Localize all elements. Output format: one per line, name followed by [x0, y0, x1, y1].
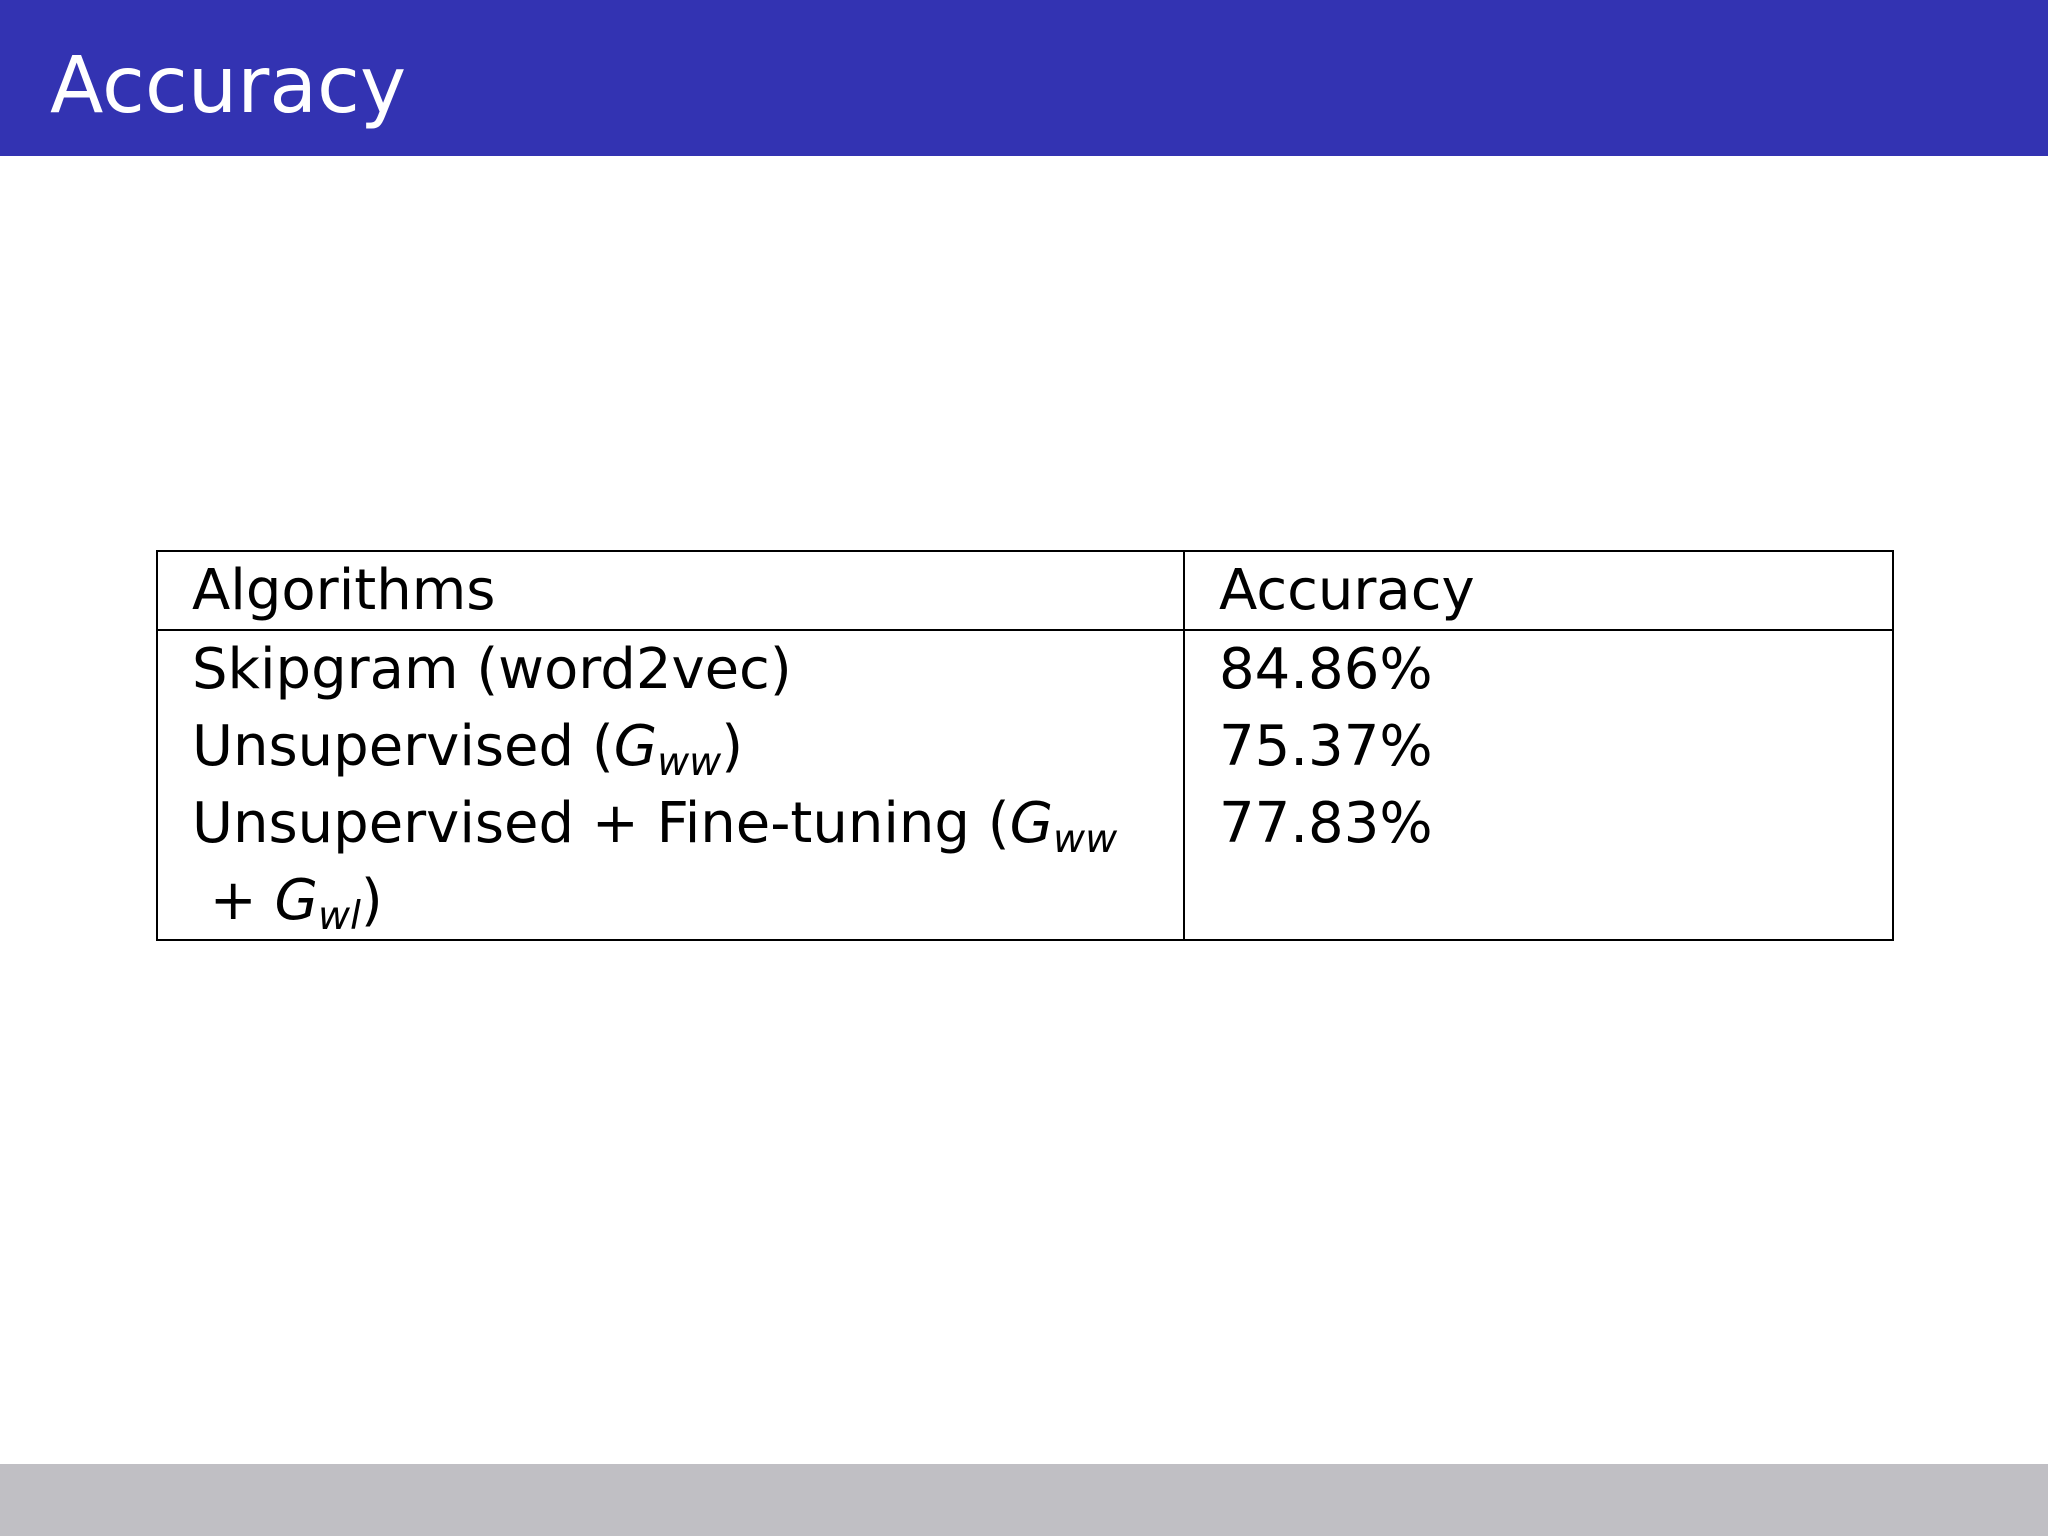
results-table [156, 550, 1894, 941]
algorithm-text: Unsupervised + Fine-tuning ( [192, 791, 1010, 856]
algorithm-text: Unsupervised ( [192, 714, 614, 779]
math-variable: G [613, 714, 658, 779]
algorithm-cell [157, 708, 1184, 785]
slide-title: Accuracy [50, 41, 407, 131]
math-variable: G [274, 868, 318, 933]
table-header-row [157, 551, 1893, 630]
algorithm-cell [157, 785, 1184, 940]
accuracy-cell: 84.86% [1219, 637, 1433, 702]
table-row [157, 708, 1893, 785]
table-row [157, 630, 1893, 708]
accuracy-cell: 75.37% [1219, 714, 1433, 779]
algorithm-cell: Skipgram (word2vec) [157, 630, 1184, 708]
algorithm-text: ) [721, 714, 744, 779]
math-operator: + [192, 868, 275, 933]
header-algorithms: Algorithms [157, 551, 1184, 630]
math-subscript: wl [317, 893, 361, 939]
accuracy-cell: 77.83% [1219, 791, 1433, 856]
math-subscript: ww [1053, 816, 1118, 862]
math-subscript: ww [657, 739, 722, 785]
table-row [157, 785, 1893, 940]
title-bar [0, 0, 2048, 156]
header-accuracy: Accuracy [1184, 551, 1893, 630]
math-variable: G [1009, 791, 1054, 856]
algorithm-text: ) [360, 868, 383, 933]
footer-bar [0, 1464, 2048, 1536]
